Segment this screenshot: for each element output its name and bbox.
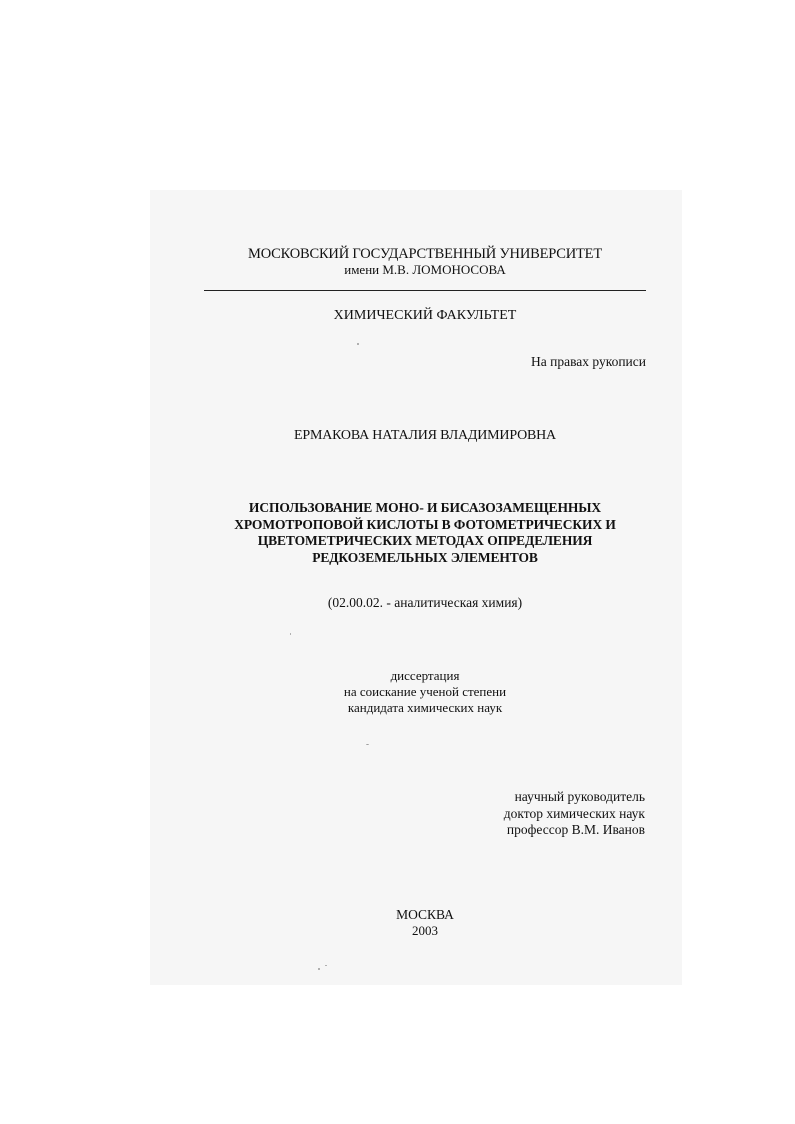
- dissertation-title: [150, 500, 700, 566]
- title-line: ЦВЕТОМЕТРИЧЕСКИХ МЕТОДАХ ОПРЕДЕЛЕНИЯ: [257, 533, 593, 548]
- supervisor-block: [504, 789, 645, 839]
- degree-statement: [150, 668, 700, 716]
- scan-speck: [357, 343, 359, 345]
- degree-line: диссертация: [390, 668, 460, 683]
- supervisor-line: профессор В.М. Иванов: [506, 822, 645, 837]
- scan-speck: [318, 968, 320, 970]
- year: 2003: [412, 923, 438, 938]
- specialty-code: (02.00.02. - аналитическая химия): [327, 595, 523, 610]
- title-line: ИСПОЛЬЗОВАНИЕ МОНО- И БИСАЗОЗАМЕЩЕННЫХ: [248, 500, 602, 515]
- header-divider: [204, 290, 646, 291]
- university-named-after: имени М.В. ЛОМОНОСОВА: [344, 262, 506, 277]
- title-line: ХРОМОТРОПОВОЙ КИСЛОТЫ В ФОТОМЕТРИЧЕСКИХ И: [234, 516, 616, 532]
- title-line: РЕДКОЗЕМЕЛЬНЫХ ЭЛЕМЕНТОВ: [312, 549, 538, 565]
- author-name: ЕРМАКОВА НАТАЛИЯ ВЛАДИМИРОВНА: [294, 428, 556, 443]
- supervisor-line: доктор химических наук: [503, 805, 645, 821]
- city: МОСКВА: [396, 907, 454, 922]
- university-name: МОСКОВСКИЙ ГОСУДАРСТВЕННЫЙ УНИВЕРСИТЕТ: [248, 246, 602, 262]
- manuscript-note: На правах рукописи: [530, 354, 646, 369]
- supervisor-line: научный руководитель: [514, 789, 645, 804]
- degree-line: на соискание ученой степени: [343, 684, 507, 699]
- faculty-name: ХИМИЧЕСКИЙ ФАКУЛЬТЕТ: [333, 308, 517, 323]
- degree-line: кандидата химических наук: [347, 700, 503, 715]
- scan-speck: [366, 744, 369, 745]
- scan-speck: [290, 633, 291, 635]
- scan-speck: [325, 965, 327, 966]
